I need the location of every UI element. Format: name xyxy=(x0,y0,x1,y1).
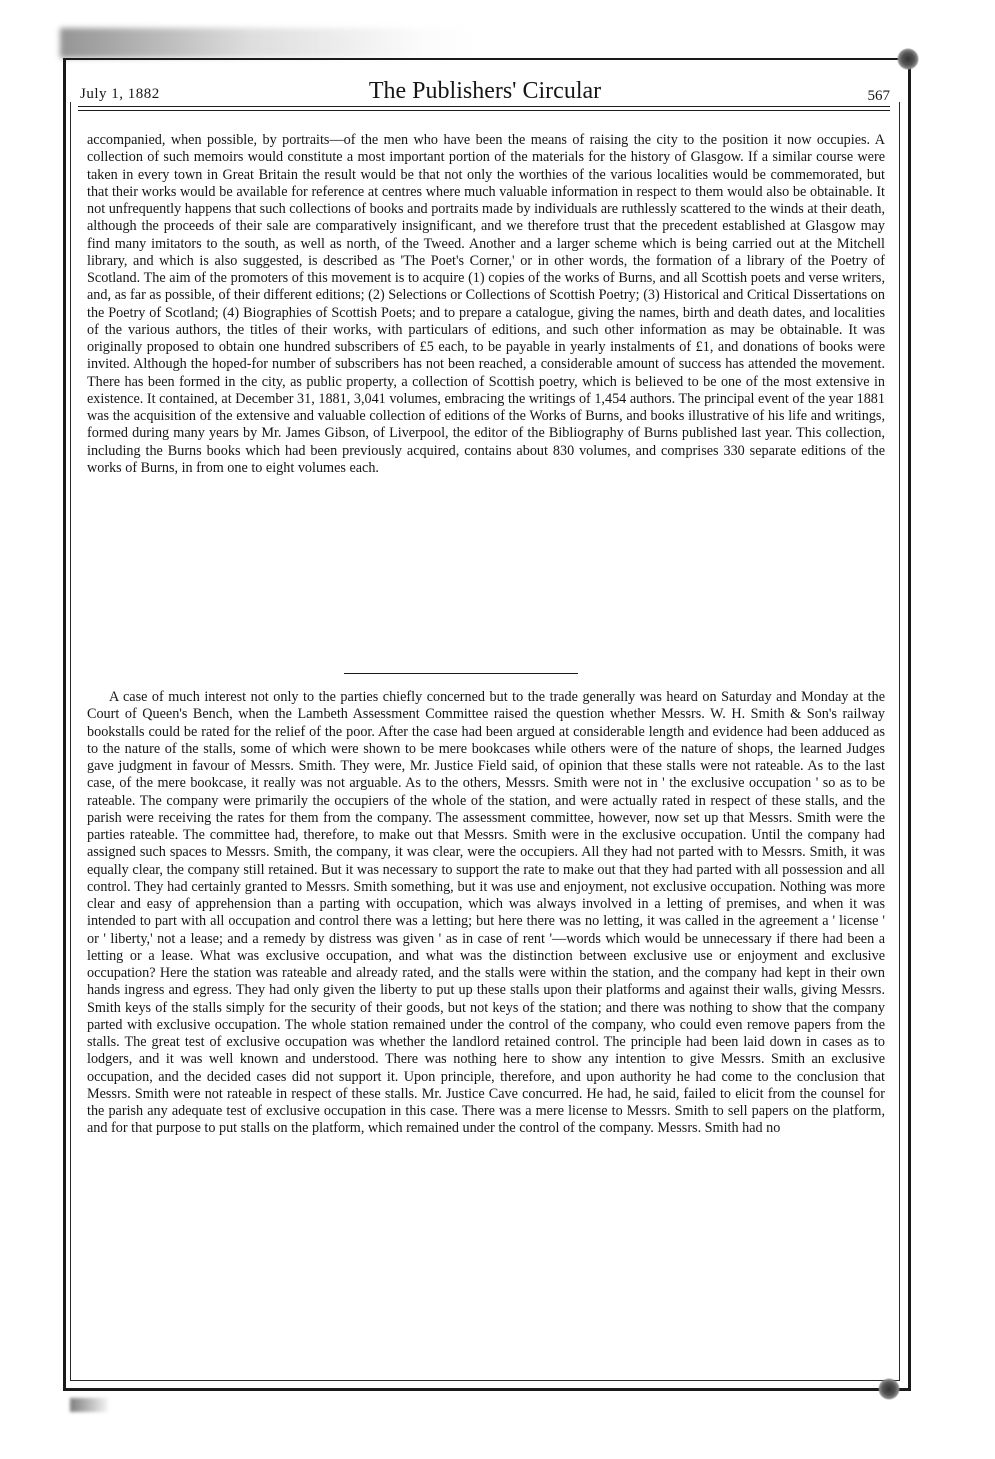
page-number: 567 xyxy=(867,88,890,104)
ink-smudge xyxy=(60,28,480,58)
corner-ornament-icon xyxy=(878,1378,900,1400)
article-paragraph-bookstalls-case: A case of much interest not only to the parties chiefly concerned but to the trade generally was heard on Saturday and Monday at the Court of Queen's Bench, when the Lambeth Assessment Committee raised the question whether Messrs. W. H. Smith & Son's railway bookstalls could be rated for the relief of the poor. After the case had been argued at considerable length and evidence had been adduced as to the nature of the stalls, some of which were shown to be mere bookcases while others were of the nature of shops, the learned Judges gave judgment in favour of Messrs. Smith. They were, Mr. Justice Field said, of opinion that these stalls were not rateable. As to the last case, of the mere bookcase, it really was not arguable. As to the others, Messrs. Smith were not in ' the exclusive occupation ' so as to be rateable. The company were primarily the occupiers of the whole of the station, and were actually rated in respect of these stalls, and the parish were receiving the rates for them from the company. The assessment committee, however, now set up that Messrs. Smith were the parties rateable. The committee had, therefore, to make out that Messrs. Smith were in the exclusive occupation. Until the company had assigned such spaces to Messrs. Smith, the company, it was clear, were the occupiers. All they had not parted with to Messrs. Smith, it was equally clear, the company still retained. But it was necessary to support the rate to make out that they had parted with all possession and all control. They had certainly granted to Messrs. Smith something, but it was use and enjoyment, not exclusive occupation. Nothing was more clear and easy of apprehension than a parting with occupation, which was always involved in a letting of premises, and when it was intended to part with all occupation and control there was a letting; but here there was no letting, it was called in the agreement a ' license ' or ' liberty,' not a lease; and a remedy by distress was given ' as in case of rent '—words which would be unnecessary if there had been a letting or a lease. What was exclusive occupation, and what was the distinction between exclusive use or enjoyment and exclusive occupation? Here the station was rateable and already rated, and the stalls were within the station, and the company had kept in their own hands ingress and egress. They had only given the liberty to put up these stalls upon their platforms and against their walls, giving Messrs. Smith keys of the stalls simply for the security of their goods, but not keys of the station; and there was nothing to show that the company parted with exclusive occupation. The whole station remained under the control of the company, who could even remove papers from the stalls. The great test of exclusive occupation was whether the landlord retained control. The principle had been laid down in cases as to lodgers, and it was well known and understood. There was nothing here to show any intention to give Messrs. Smith an exclusive occupation, and the decided cases did not support it. Upon principle, therefore, and upon authority he had come to the conclusion that Messrs. Smith were not rateable in respect of these stalls. Mr. Justice Cave concurred. He had, he said, failed to elicit from the counsel for the parish any adequate test of exclusive occupation in this case. There was a mere license to Messrs. Smith to sell papers on the platform, and for that purpose to put stalls on the platform, which remained under the control of the company. Messrs. Smith had no xyxy=(87,689,885,1137)
header-rule xyxy=(78,110,890,111)
header-rule xyxy=(78,106,890,107)
corner-ornament-icon xyxy=(897,48,919,70)
publication-title: The Publishers' Circular xyxy=(368,78,602,104)
page-header xyxy=(80,78,890,106)
article-paragraph-poets-corner: accompanied, when possible, by portraits—of the men who have been the means of raising the city to the position it now occupies. A collection of such memoirs would constitute a most important portion of the materials for the history of Glasgow. If a similar course were taken in every town in Great Britain the result would be that not only the worthies of the various localities would be commemorated, but that their works would be available for reference at centres where much valuable information in respect to them would also be obtainable. It not unfrequently happens that such collections of books and portraits made by individuals are ruthlessly scattered to the winds at their death, although the proceeds of their sale are comparatively insignificant, and we therefore trust that the precedent established at Glasgow may find many imitators to the south, as well as north, of the Tweed. Another and a larger scheme which is being carried out at the Mitchell library, and which is also suggested, is described as 'The Poet's Corner,' or in other words, the formation of a library of the Poetry of Scotland. The aim of the promoters of this movement is to acquire (1) copies of the works of Burns, and all Scottish poets and verse writers, and, as far as possible, of their different editions; (2) Selections or Collections of Scottish Poetry; (3) Historical and Critical Dissertations on the Poetry of Scotland; (4) Biographies of Scottish Poets; and to prepare a catalogue, giving the names, birth and death dates, and localities of the various authors, the titles of their works, with particulars of editions, and such other information as may be obtainable. It was originally proposed to obtain one hundred subscribers of £5 each, to be payable in yearly instalments of £1, and donations of books were invited. Although the hoped-for number of subscribers has not been reached, a considerable amount of success has attended the movement. There has been formed in the city, as public property, a collection of Scottish poetry, which is believed to be one of the most extensive in existence. It contained, at December 31, 1881, 3,041 volumes, embracing the writings of 1,454 authors. The principal event of the year 1881 was the acquisition of the extensive and valuable collection of editions of the Works of Burns, and books illustrative of his life and writings, formed during many years by Mr. James Gibson, of Liverpool, the editor of the Bibliography of Burns published last year. This collection, including the Burns books which had been previously acquired, contains about 830 volumes, and comprises 330 separate editions of the works of Burns, in from one to eight volumes each. xyxy=(87,132,885,476)
ink-mark xyxy=(70,1398,108,1412)
section-divider xyxy=(344,673,578,674)
issue-date: July 1, 1882 xyxy=(80,86,160,102)
